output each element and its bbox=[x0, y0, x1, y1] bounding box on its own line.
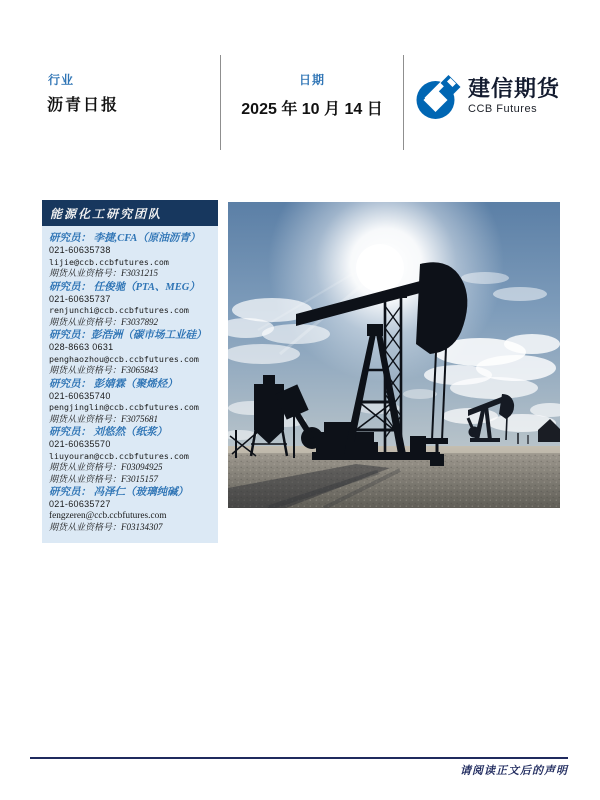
ccb-logo-icon bbox=[412, 70, 462, 122]
researcher-email: lijie@ccb.ccbfutures.com bbox=[49, 256, 169, 267]
ccb-futures-logo bbox=[412, 70, 570, 122]
logo-text bbox=[468, 75, 561, 115]
header-divider-right bbox=[403, 55, 404, 150]
researcher-cert: 期货从业资格号：F03134307 bbox=[49, 522, 163, 532]
date-value: 2025 年 10 月 14 日 bbox=[241, 101, 383, 118]
researcher-name: 研究员： 任俊驰（PTA、MEG） bbox=[49, 281, 200, 293]
researcher-entry bbox=[49, 378, 212, 426]
researcher-entry bbox=[49, 232, 212, 280]
researcher-entry bbox=[49, 281, 212, 329]
researcher-cert: 期货从业资格号：F3075681 bbox=[49, 413, 158, 424]
team-title: 能源化工研究团队 bbox=[42, 200, 218, 226]
researcher-name: 研究员： 刘悠然（纸浆） bbox=[49, 427, 168, 438]
researcher-email: liuyouran@ccb.ccbfutures.com bbox=[49, 450, 189, 461]
researcher-phone: 021-60635727 bbox=[49, 499, 111, 509]
researcher-name: 研究员：彭浩洲（碳市场工业硅） bbox=[49, 330, 207, 341]
footer-rule bbox=[30, 757, 568, 759]
researcher-phone: 028-8663 0631 bbox=[49, 342, 114, 352]
date-column bbox=[221, 71, 403, 119]
researcher-email: fengzeren@ccb.ccbfutures.com bbox=[49, 510, 167, 521]
researcher-phone: 021-60635740 bbox=[49, 390, 111, 401]
researcher-name: 研究员： 彭婧霖（聚烯烃） bbox=[49, 378, 178, 390]
researcher-entry bbox=[49, 426, 212, 485]
researcher-cert: 期货从业资格号：F3065843 bbox=[49, 365, 158, 375]
researcher-phone: 021-60635737 bbox=[49, 293, 111, 304]
researcher-list bbox=[42, 226, 218, 543]
footer-disclaimer: 请阅读正文后的声明 bbox=[460, 765, 568, 777]
logo-name-en: CCB Futures bbox=[468, 102, 538, 115]
cover-photo-pumpjack bbox=[228, 202, 560, 508]
researcher-cert: 期货从业资格号：F03094925 bbox=[49, 462, 163, 472]
researcher-email: renjunchi@ccb.ccbfutures.com bbox=[49, 305, 189, 315]
researcher-entry bbox=[49, 329, 212, 377]
researcher-name: 研究员： 冯泽仁（玻璃纯碱） bbox=[49, 487, 189, 498]
logo-name-cn: 建信期货 bbox=[468, 75, 561, 101]
researcher-cert: 期货从业资格号：F3031215 bbox=[49, 268, 158, 278]
researcher-email: pengjinglin@ccb.ccbfutures.com bbox=[49, 402, 199, 412]
industry-label: 行业 bbox=[48, 73, 75, 87]
researcher-phone: 021-60635738 bbox=[49, 245, 111, 255]
researcher-email: penghaozhou@ccb.ccbfutures.com bbox=[49, 353, 199, 364]
research-team-sidebar bbox=[42, 200, 218, 543]
researcher-phone: 021-60635570 bbox=[49, 439, 111, 449]
researcher-name: 研究员： 李捷,CFA（原油沥青） bbox=[49, 233, 201, 244]
report-title: 沥青日报 bbox=[47, 97, 120, 114]
date-label: 日期 bbox=[298, 73, 325, 87]
researcher-entry bbox=[49, 486, 212, 534]
researcher-cert: 期货从业资格号：F3015157 bbox=[49, 473, 158, 484]
researcher-cert: 期货从业资格号：F3037892 bbox=[49, 316, 158, 327]
